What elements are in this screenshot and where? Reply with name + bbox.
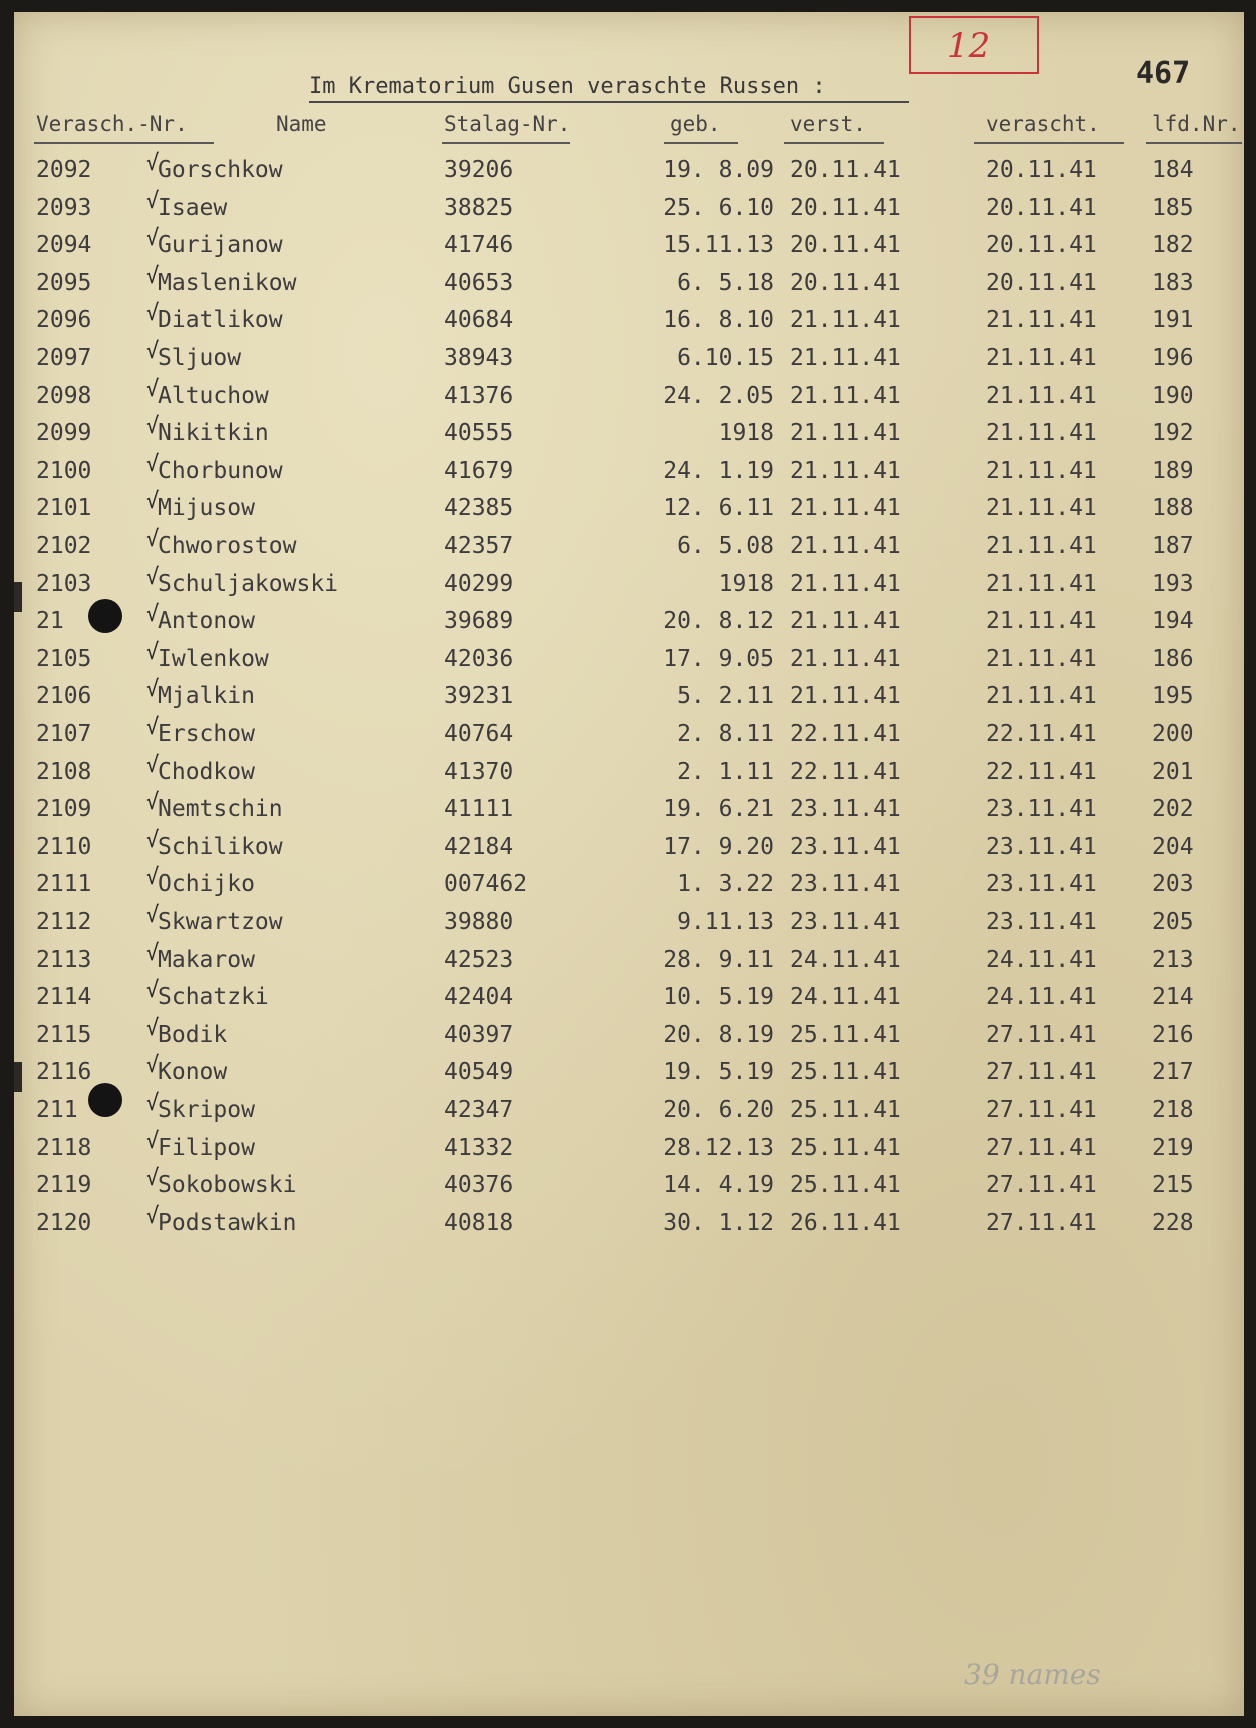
row-verasch-nr: 2114: [36, 984, 92, 1011]
row-lfd-nr: 215: [1152, 1172, 1194, 1199]
row-verasch-nr: 2108: [36, 758, 92, 785]
row-lfd-nr: 195: [1152, 683, 1194, 710]
row-verasch-nr: 2101: [36, 495, 92, 522]
row-verst: 23.11.41: [790, 833, 901, 860]
checkmark-icon: √: [146, 301, 160, 327]
row-verascht: 23.11.41: [986, 909, 1097, 935]
row-stalag-nr: 40397: [444, 1021, 514, 1048]
row-lfd-nr: 203: [1152, 871, 1194, 898]
row-geb: 10. 5.19: [663, 984, 774, 1011]
row-stalag-nr: 40684: [444, 307, 514, 334]
checkmark-icon: √: [146, 263, 160, 289]
checkmark-icon: √: [146, 527, 160, 552]
row-geb: 19. 8.09: [663, 157, 774, 183]
checkmark-icon: √: [146, 1203, 160, 1229]
row-verst: 25.11.41: [790, 1097, 901, 1123]
table-header: [14, 112, 1244, 142]
checkmark-icon: √: [146, 564, 160, 590]
row-verascht: 20.11.41: [986, 232, 1097, 259]
row-name: Sljuow: [158, 345, 242, 371]
row-lfd-nr: 218: [1152, 1097, 1194, 1123]
checkmark-icon: √: [146, 715, 160, 740]
row-name: Altuchow: [158, 382, 269, 409]
row-name: Podstawkin: [158, 1209, 297, 1236]
row-lfd-nr: 219: [1152, 1134, 1194, 1161]
row-verst: 21.11.41: [790, 382, 901, 409]
row-verasch-nr: 2100: [36, 457, 92, 484]
table-row: [14, 1053, 1244, 1096]
checkmark-icon: √: [146, 978, 160, 1004]
document-page: [14, 12, 1244, 1716]
table-row: [14, 677, 1244, 720]
row-stalag-nr: 007462: [444, 871, 528, 898]
row-stalag-nr: 40818: [444, 1209, 514, 1236]
row-stalag-nr: 39880: [444, 909, 514, 935]
row-stalag-nr: 40299: [444, 570, 514, 597]
table-row: [14, 489, 1244, 532]
checkmark-icon: √: [146, 865, 160, 891]
table-row: [14, 639, 1244, 683]
row-verasch-nr: 2095: [36, 269, 92, 296]
row-verasch-nr: 2106: [36, 683, 92, 710]
row-verasch-nr: 2109: [36, 796, 92, 823]
row-verst: 21.11.41: [790, 683, 901, 710]
row-stalag-nr: 42357: [444, 533, 514, 559]
row-verascht: 24.11.41: [986, 984, 1097, 1011]
row-stalag-nr: 42385: [444, 495, 514, 522]
table-row: [14, 940, 1244, 984]
row-name: Isaew: [158, 194, 228, 221]
row-geb: 20. 8.19: [663, 1021, 774, 1048]
header-verst: verst.: [790, 112, 866, 136]
row-lfd-nr: 192: [1152, 420, 1194, 447]
row-lfd-nr: 191: [1152, 307, 1194, 334]
row-verasch-nr: 2097: [36, 345, 92, 371]
checkmark-icon: √: [146, 940, 160, 966]
row-geb: 17. 9.20: [663, 833, 774, 860]
row-geb: 20. 6.20: [663, 1097, 774, 1123]
edge-notch: [14, 582, 22, 612]
row-name: Nikitkin: [158, 420, 269, 447]
row-verst: 25.11.41: [790, 1059, 901, 1086]
row-verasch-nr: 2120: [36, 1209, 92, 1236]
row-stalag-nr: 42523: [444, 946, 514, 973]
row-geb: 24. 1.19: [663, 457, 774, 484]
table-row: [14, 752, 1244, 796]
row-geb: 6. 5.08: [677, 533, 774, 559]
row-name: Maslenikow: [158, 269, 297, 296]
row-geb: 19. 6.21: [663, 796, 774, 823]
table-row: [14, 978, 1244, 1021]
table-row: [14, 451, 1244, 495]
row-verascht: 21.11.41: [986, 683, 1097, 710]
row-lfd-nr: 201: [1152, 758, 1194, 785]
row-geb: 19. 5.19: [663, 1059, 774, 1086]
row-verascht: 21.11.41: [986, 645, 1097, 672]
row-verst: 24.11.41: [790, 984, 901, 1011]
row-verasch-nr: 2115: [36, 1021, 92, 1048]
row-verascht: 22.11.41: [986, 721, 1097, 747]
row-verascht: 27.11.41: [986, 1097, 1097, 1123]
checkmark-icon: √: [146, 414, 160, 440]
row-lfd-nr: 194: [1152, 608, 1194, 635]
table-row: [14, 1091, 1244, 1134]
row-verst: 21.11.41: [790, 457, 901, 484]
row-name: Chorbunow: [158, 457, 283, 484]
header-name: Name: [276, 112, 327, 136]
table-row: [14, 564, 1244, 608]
row-lfd-nr: 228: [1152, 1209, 1194, 1236]
row-verst: 20.11.41: [790, 232, 901, 259]
checkmark-icon: √: [146, 827, 160, 853]
row-name: Gurijanow: [158, 232, 283, 259]
row-lfd-nr: 204: [1152, 833, 1194, 860]
row-verst: 21.11.41: [790, 570, 901, 597]
row-lfd-nr: 187: [1152, 533, 1194, 559]
row-name: Chodkow: [158, 758, 255, 785]
row-verascht: 21.11.41: [986, 420, 1097, 447]
row-geb: 16. 8.10: [663, 307, 774, 334]
table-row: [14, 903, 1244, 946]
row-verasch-nr: 2112: [36, 909, 92, 935]
row-lfd-nr: 190: [1152, 382, 1194, 409]
row-geb: 2. 1.11: [677, 758, 774, 785]
row-stalag-nr: 42036: [444, 645, 514, 672]
checkmark-icon: √: [146, 1166, 160, 1192]
row-name: Schuljakowski: [158, 570, 339, 597]
row-name: Diatlikow: [158, 307, 283, 334]
row-verascht: 27.11.41: [986, 1172, 1097, 1199]
table-row: [14, 527, 1244, 570]
row-verasch-nr: 2094: [36, 232, 92, 259]
row-verasch-nr: 2093: [36, 194, 92, 221]
row-geb: 12. 6.11: [663, 495, 774, 522]
row-geb: 24. 2.05: [663, 382, 774, 409]
pencil-footnote: 39 names: [964, 1658, 1101, 1691]
row-stalag-nr: 40653: [444, 269, 514, 296]
table-row: [14, 376, 1244, 420]
row-geb: 9.11.13: [677, 909, 774, 935]
row-name: Erschow: [158, 721, 255, 747]
row-name: Skripow: [158, 1097, 255, 1123]
row-geb: 17. 9.05: [663, 645, 774, 672]
row-verasch-nr: 2111: [36, 871, 92, 898]
checkmark-icon: √: [146, 489, 160, 515]
punch-hole: [88, 599, 122, 633]
row-geb: 28.12.13: [663, 1134, 774, 1161]
row-lfd-nr: 193: [1152, 570, 1194, 597]
row-stalag-nr: 42184: [444, 833, 514, 860]
row-lfd-nr: 186: [1152, 645, 1194, 672]
row-stalag-nr: 40764: [444, 721, 514, 747]
row-geb: 14. 4.19: [663, 1172, 774, 1199]
page-title: Im Krematorium Gusen veraschte Russen :: [309, 74, 826, 99]
row-verasch-nr: 2119: [36, 1172, 92, 1199]
table-row: [14, 827, 1244, 871]
row-verascht: 24.11.41: [986, 946, 1097, 973]
row-name: Mjalkin: [158, 683, 255, 710]
row-stalag-nr: 41332: [444, 1134, 514, 1161]
row-verascht: 20.11.41: [986, 194, 1097, 221]
row-verst: 23.11.41: [790, 871, 901, 898]
row-geb: 25. 6.10: [663, 194, 774, 221]
row-lfd-nr: 200: [1152, 721, 1194, 747]
row-stalag-nr: 41370: [444, 758, 514, 785]
row-name: Schatzki: [158, 984, 269, 1011]
table-row: [14, 263, 1244, 307]
row-lfd-nr: 196: [1152, 345, 1194, 371]
row-verascht: 20.11.41: [986, 269, 1097, 296]
row-verasch-nr: 2105: [36, 645, 92, 672]
row-verasch-nr: 2102: [36, 533, 92, 559]
punch-hole: [88, 1083, 122, 1117]
checkmark-icon: √: [146, 1128, 160, 1154]
row-lfd-nr: 202: [1152, 796, 1194, 823]
row-name: Mijusow: [158, 495, 255, 522]
row-stalag-nr: 41679: [444, 457, 514, 484]
checkmark-icon: √: [146, 339, 160, 364]
row-verasch-nr: 2118: [36, 1134, 92, 1161]
row-stalag-nr: 42404: [444, 984, 514, 1011]
header-underline: [34, 142, 214, 144]
row-verascht: 27.11.41: [986, 1059, 1097, 1086]
row-verst: 23.11.41: [790, 909, 901, 935]
row-verascht: 23.11.41: [986, 871, 1097, 898]
checkmark-icon: √: [146, 188, 160, 214]
row-stalag-nr: 39689: [444, 608, 514, 635]
table-row: [14, 151, 1244, 194]
row-verst: 22.11.41: [790, 758, 901, 785]
row-geb: 20. 8.12: [663, 608, 774, 635]
row-verst: 20.11.41: [790, 157, 901, 183]
row-name: Gorschkow: [158, 157, 283, 183]
row-name: Antonow: [158, 608, 255, 635]
checkmark-icon: √: [146, 752, 160, 778]
row-name: Konow: [158, 1059, 228, 1086]
row-lfd-nr: 188: [1152, 495, 1194, 522]
row-verst: 26.11.41: [790, 1209, 901, 1236]
checkmark-icon: √: [146, 1053, 160, 1079]
checkmark-icon: √: [146, 226, 160, 252]
row-verasch-nr: 211: [36, 1097, 78, 1123]
row-verascht: 27.11.41: [986, 1021, 1097, 1048]
row-lfd-nr: 214: [1152, 984, 1194, 1011]
checkmark-icon: √: [146, 151, 160, 176]
header-lfd: lfd.Nr.: [1152, 112, 1241, 136]
row-verascht: 21.11.41: [986, 608, 1097, 635]
checkmark-icon: √: [146, 451, 160, 477]
row-verascht: 22.11.41: [986, 758, 1097, 785]
row-name: Iwlenkow: [158, 645, 269, 672]
row-verascht: 23.11.41: [986, 796, 1097, 823]
header-underline: [442, 142, 570, 144]
row-stalag-nr: 41376: [444, 382, 514, 409]
row-lfd-nr: 216: [1152, 1021, 1194, 1048]
row-geb: 15.11.13: [663, 232, 774, 259]
row-lfd-nr: 205: [1152, 909, 1194, 935]
row-lfd-nr: 213: [1152, 946, 1194, 973]
row-verst: 21.11.41: [790, 420, 901, 447]
checkmark-icon: √: [146, 376, 160, 402]
row-verascht: 21.11.41: [986, 570, 1097, 597]
table-row: [14, 226, 1244, 269]
row-lfd-nr: 184: [1152, 157, 1194, 183]
row-verst: 25.11.41: [790, 1134, 901, 1161]
table-row: [14, 1203, 1244, 1247]
table-row: [14, 602, 1244, 645]
table-row: [14, 1166, 1244, 1209]
row-lfd-nr: 185: [1152, 194, 1194, 221]
row-stalag-nr: 39231: [444, 683, 514, 710]
stamp-number: 12: [947, 26, 991, 66]
row-name: Filipow: [158, 1134, 255, 1161]
row-lfd-nr: 183: [1152, 269, 1194, 296]
row-verst: 21.11.41: [790, 345, 901, 371]
row-verst: 21.11.41: [790, 495, 901, 522]
row-geb: 6.10.15: [677, 345, 774, 371]
row-name: Chworostow: [158, 533, 297, 559]
checkmark-icon: √: [146, 1091, 160, 1116]
table-row: [14, 414, 1244, 457]
checkmark-icon: √: [146, 790, 160, 816]
header-underline: [784, 142, 884, 144]
row-verst: 24.11.41: [790, 946, 901, 973]
header-stalag: Stalag-Nr.: [444, 112, 571, 136]
row-verst: 25.11.41: [790, 1021, 901, 1048]
table-row: [14, 790, 1244, 833]
row-stalag-nr: 38825: [444, 194, 514, 221]
row-verst: 21.11.41: [790, 533, 901, 559]
row-verst: 22.11.41: [790, 721, 901, 747]
row-stalag-nr: 38943: [444, 345, 514, 371]
row-verasch-nr: 21: [36, 608, 64, 635]
row-verascht: 21.11.41: [986, 307, 1097, 334]
red-stamp-box: [909, 16, 1039, 74]
table-row: [14, 301, 1244, 344]
row-lfd-nr: 217: [1152, 1059, 1194, 1086]
row-verascht: 20.11.41: [986, 157, 1097, 183]
row-stalag-nr: 40549: [444, 1059, 514, 1086]
row-verascht: 21.11.41: [986, 345, 1097, 371]
row-geb: 1918: [718, 420, 774, 447]
row-geb: 5. 2.11: [677, 683, 774, 710]
row-stalag-nr: 41111: [444, 796, 514, 823]
row-verst: 21.11.41: [790, 608, 901, 635]
row-verascht: 27.11.41: [986, 1134, 1097, 1161]
header-underline: [974, 142, 1124, 144]
row-name: Schilikow: [158, 833, 283, 860]
row-verasch-nr: 2116: [36, 1059, 92, 1086]
row-lfd-nr: 189: [1152, 457, 1194, 484]
checkmark-icon: √: [146, 903, 160, 928]
row-geb: 1. 3.22: [677, 871, 774, 898]
row-geb: 2. 8.11: [677, 721, 774, 747]
row-name: Nemtschin: [158, 796, 283, 823]
row-verascht: 23.11.41: [986, 833, 1097, 860]
row-name: Sokobowski: [158, 1172, 297, 1199]
row-stalag-nr: 42347: [444, 1097, 514, 1123]
row-geb: 28. 9.11: [663, 946, 774, 973]
row-name: Bodik: [158, 1021, 228, 1048]
checkmark-icon: √: [146, 1015, 160, 1041]
row-name: Skwartzow: [158, 909, 283, 935]
row-verasch-nr: 2103: [36, 570, 92, 597]
page-number: 467: [1136, 56, 1191, 91]
row-verasch-nr: 2098: [36, 382, 92, 409]
header-underline: [664, 142, 738, 144]
row-verasch-nr: 2092: [36, 157, 92, 183]
table-row: [14, 339, 1244, 382]
table-row: [14, 1128, 1244, 1172]
table-row: [14, 715, 1244, 758]
row-verasch-nr: 2110: [36, 833, 92, 860]
row-verascht: 27.11.41: [986, 1209, 1097, 1236]
checkmark-icon: √: [146, 602, 160, 628]
row-geb: 1918: [718, 570, 774, 597]
header-nr: Verasch.-Nr.: [36, 112, 188, 136]
row-verascht: 21.11.41: [986, 495, 1097, 522]
edge-notch: [14, 1062, 22, 1092]
row-verst: 21.11.41: [790, 307, 901, 334]
row-verasch-nr: 2096: [36, 307, 92, 334]
row-verascht: 21.11.41: [986, 382, 1097, 409]
row-name: Makarow: [158, 946, 255, 973]
header-verascht: verascht.: [986, 112, 1100, 136]
row-verasch-nr: 2107: [36, 721, 92, 747]
row-geb: 30. 1.12: [663, 1209, 774, 1236]
row-name: Ochijko: [158, 871, 255, 898]
table-row: [14, 1015, 1244, 1059]
table-row: [14, 865, 1244, 908]
row-verst: 25.11.41: [790, 1172, 901, 1199]
header-geb: geb.: [670, 112, 721, 136]
table-row: [14, 188, 1244, 232]
row-verascht: 21.11.41: [986, 457, 1097, 484]
row-stalag-nr: 40376: [444, 1172, 514, 1199]
checkmark-icon: √: [146, 639, 160, 665]
row-lfd-nr: 182: [1152, 232, 1194, 259]
row-verst: 21.11.41: [790, 645, 901, 672]
header-underline: [1146, 142, 1242, 144]
row-stalag-nr: 41746: [444, 232, 514, 259]
row-stalag-nr: 40555: [444, 420, 514, 447]
title-underline: [309, 101, 909, 103]
checkmark-icon: √: [146, 677, 160, 703]
row-verst: 20.11.41: [790, 194, 901, 221]
row-verasch-nr: 2099: [36, 420, 92, 447]
row-verasch-nr: 2113: [36, 946, 92, 973]
row-verst: 20.11.41: [790, 269, 901, 296]
row-verascht: 21.11.41: [986, 533, 1097, 559]
row-verst: 23.11.41: [790, 796, 901, 823]
row-geb: 6. 5.18: [677, 269, 774, 296]
row-stalag-nr: 39206: [444, 157, 514, 183]
